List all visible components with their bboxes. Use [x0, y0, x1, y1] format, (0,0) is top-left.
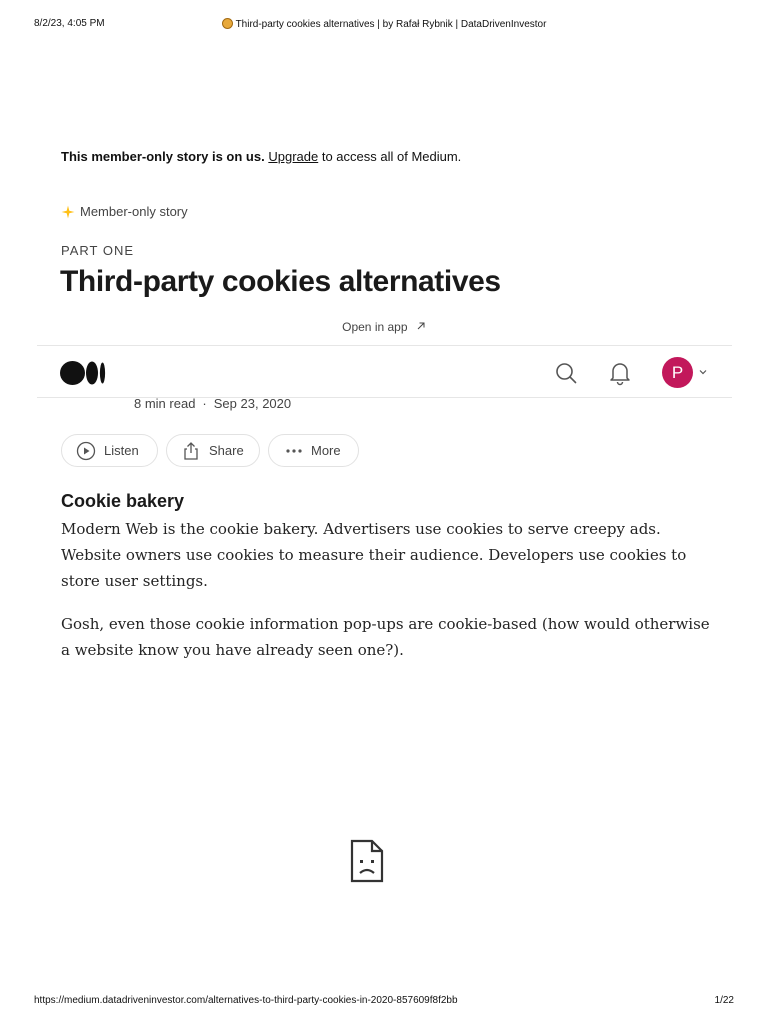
bell-icon[interactable] [608, 360, 632, 386]
sparkle-star-icon [61, 205, 75, 219]
print-header [34, 18, 734, 32]
more-button[interactable] [268, 434, 359, 467]
meta-separator: · [202, 396, 207, 411]
member-only-text: Member-only story [80, 204, 188, 219]
play-icon [76, 441, 96, 461]
member-only-label [61, 204, 188, 219]
listen-label: Listen [104, 443, 139, 458]
print-page-title-text: Third-party cookies alternatives | by Rafał Rybnik | DataDrivenInvestor [235, 19, 547, 30]
broken-image-icon [347, 838, 387, 884]
section-heading: Cookie bakery [61, 491, 185, 511]
open-in-app-text: Open in app [342, 320, 408, 334]
print-datetime: 8/2/23, 4:05 PM [34, 18, 105, 29]
paragraph-2: Gosh, even those cookie information pop-ups are cookie-based (how would otherwise a website know you have already seen one?). [61, 615, 710, 659]
more-dots-icon [285, 441, 303, 461]
chevron-down-icon[interactable] [698, 368, 708, 376]
medium-logo-icon[interactable] [60, 360, 106, 386]
paragraph-1: Modern Web is the cookie bakery. Advertisers use cookies to serve creepy ads. Website owners use cookies to measure their audience. Developers use cookies to store user settings. [61, 520, 687, 590]
member-banner-bold: This member-only story is on us. [61, 149, 265, 164]
read-time: 8 min read [134, 396, 196, 411]
user-avatar[interactable]: P [662, 357, 693, 388]
print-footer [34, 995, 734, 1009]
article-title: Third-party cookies alternatives [60, 265, 501, 298]
story-kicker: PART ONE [61, 243, 135, 258]
member-banner [61, 149, 461, 164]
print-page-title [34, 18, 734, 30]
publish-date: Sep 23, 2020 [213, 396, 292, 411]
upgrade-link[interactable]: Upgrade [268, 149, 319, 164]
print-page-count: 1/22 [714, 995, 734, 1006]
navbar-divider-top [37, 345, 732, 346]
site-favicon-icon [222, 18, 233, 29]
external-arrow-icon [416, 321, 426, 331]
share-icon [181, 441, 201, 461]
listen-button[interactable] [61, 434, 158, 467]
story-meta [134, 396, 291, 411]
share-button[interactable] [166, 434, 260, 467]
open-in-app-link[interactable] [0, 320, 768, 334]
more-label: More [311, 443, 341, 458]
member-banner-rest: to access all of Medium. [321, 149, 462, 164]
share-label: Share [209, 443, 244, 458]
search-icon[interactable] [554, 361, 578, 385]
print-url: https://medium.datadriveninvestor.com/alternatives-to-third-party-cookies-in-2020-857609f8f2bb [34, 995, 458, 1006]
